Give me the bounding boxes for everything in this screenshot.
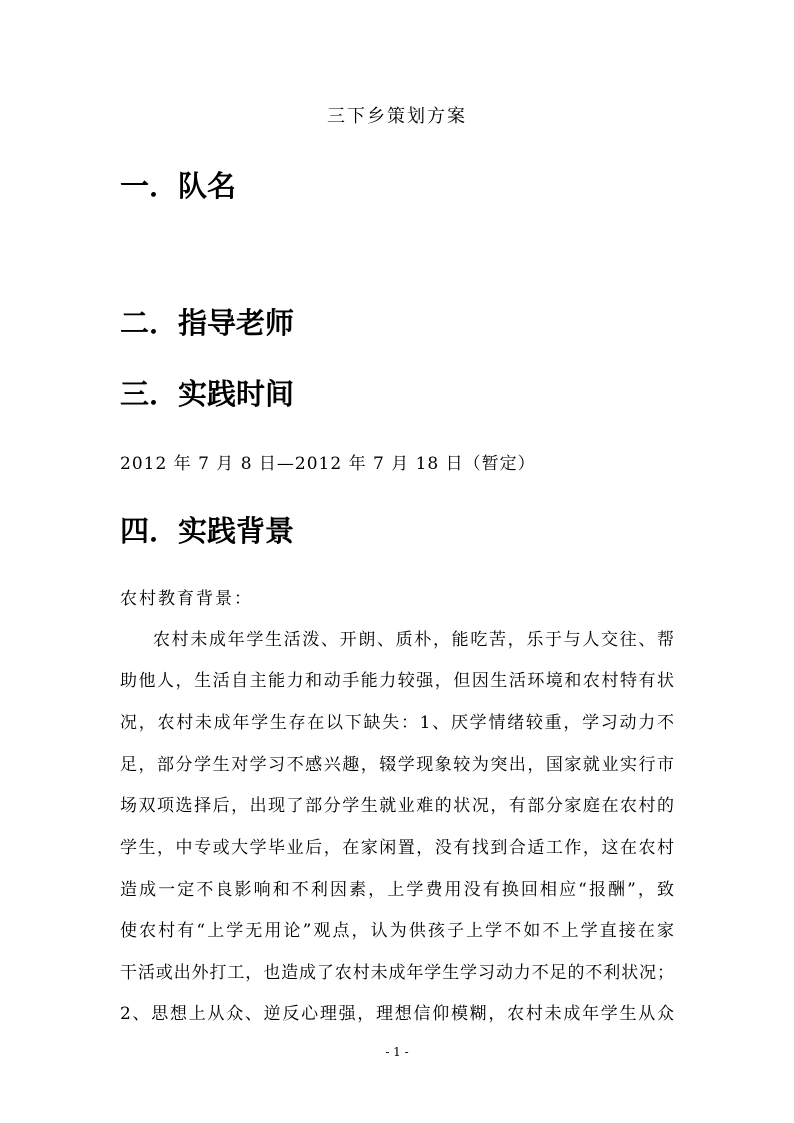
paragraph-line: 使农村有“上学无用论”观点，认为供孩子上学不如不上学直接在家 [120, 921, 674, 941]
paragraph-line: 场双项选择后，出现了部分学生就业难的状况，有部分家庭在农村的 [120, 796, 674, 816]
paragraph-line: 农村未成年学生活泼、开朗、质朴，能吃苦，乐于与人交往、帮 [153, 630, 674, 650]
paragraph-line: 足，部分学生对学习不感兴趣，辍学现象较为突出，国家就业实行市 [120, 755, 674, 775]
paragraph-line: 况，农村未成年学生存在以下缺失：1、厌学情绪较重，学习动力不 [120, 713, 674, 733]
paragraph-line: 助他人，生活自主能力和动手能力较强，但因生活环境和农村特有状 [120, 671, 674, 691]
document-title: 三下乡策划方案 [327, 106, 467, 127]
heading-team-name: 一．队名 [120, 169, 237, 203]
heading-practice-background: 四．实践背景 [120, 514, 295, 548]
practice-date-range: 2012 年 7 月 8 日—2012 年 7 月 18 日（暂定） [120, 454, 536, 474]
heading-advisor: 二．指导老师 [120, 306, 295, 340]
page-number: - 1 - [385, 1045, 409, 1059]
background-subheading: 农村教育背景： [120, 589, 253, 609]
paragraph-line: 造成一定不良影响和不利因素，上学费用没有换回相应“报酬”，致 [120, 880, 674, 900]
paragraph-line: 2、思想上从众、逆反心理强，理想信仰模糊，农村未成年学生从众 [120, 1004, 674, 1024]
paragraph-line: 学生，中专或大学毕业后，在家闲置，没有找到合适工作，这在农村 [120, 838, 674, 858]
paragraph-line: 干活或出外打工，也造成了农村未成年学生学习动力不足的不利状况； [120, 963, 674, 983]
heading-practice-time: 三．实践时间 [120, 377, 295, 411]
